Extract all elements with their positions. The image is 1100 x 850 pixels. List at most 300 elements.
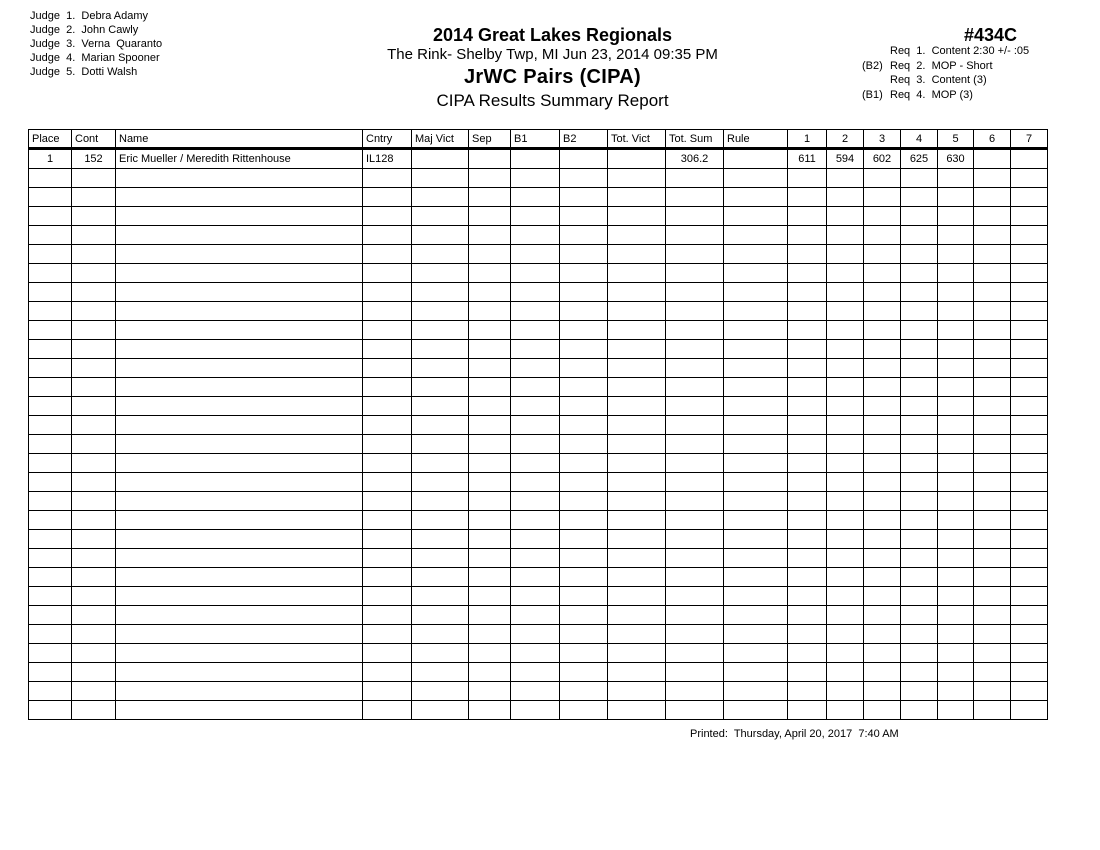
table-row-empty (29, 435, 1048, 454)
empty-cell (72, 302, 116, 321)
empty-cell (608, 568, 666, 587)
empty-cell (72, 530, 116, 549)
empty-cell (116, 169, 363, 188)
empty-cell (29, 701, 72, 720)
empty-cell (29, 416, 72, 435)
empty-cell (511, 321, 560, 340)
empty-cell (511, 511, 560, 530)
empty-cell (788, 340, 827, 359)
requirement-text: Req 3. Content (3) (890, 74, 987, 86)
empty-cell (827, 359, 864, 378)
empty-cell (788, 416, 827, 435)
table-row-empty (29, 302, 1048, 321)
empty-cell (724, 169, 788, 188)
empty-cell (788, 568, 827, 587)
empty-cell (666, 530, 724, 549)
empty-cell (412, 302, 469, 321)
empty-cell (560, 207, 608, 226)
empty-cell (1011, 340, 1048, 359)
empty-cell (363, 454, 412, 473)
cell-place: 1 (29, 149, 72, 169)
empty-cell (116, 644, 363, 663)
table-row-empty (29, 587, 1048, 606)
table-row-empty (29, 416, 1048, 435)
empty-cell (72, 245, 116, 264)
empty-cell (29, 625, 72, 644)
empty-cell (363, 701, 412, 720)
empty-cell (864, 283, 901, 302)
empty-cell (412, 473, 469, 492)
empty-cell (511, 473, 560, 492)
empty-cell (901, 302, 938, 321)
empty-cell (901, 701, 938, 720)
empty-cell (511, 302, 560, 321)
table-row-empty (29, 188, 1048, 207)
empty-cell (1011, 568, 1048, 587)
empty-cell (788, 321, 827, 340)
table-row-empty (29, 169, 1048, 188)
empty-cell (724, 416, 788, 435)
empty-cell (363, 530, 412, 549)
col-header-place: Place (29, 130, 72, 149)
empty-cell (938, 454, 974, 473)
empty-cell (724, 644, 788, 663)
empty-cell (901, 378, 938, 397)
empty-cell (901, 568, 938, 587)
judges-list (30, 9, 162, 79)
empty-cell (938, 549, 974, 568)
empty-cell (901, 264, 938, 283)
judge-label: Judge 3. (30, 38, 76, 50)
empty-cell (724, 568, 788, 587)
empty-cell (29, 492, 72, 511)
empty-cell (666, 663, 724, 682)
cell-sep (469, 149, 511, 169)
table-row-empty (29, 568, 1048, 587)
empty-cell (1011, 549, 1048, 568)
empty-cell (363, 378, 412, 397)
table-row-empty (29, 473, 1048, 492)
empty-cell (116, 682, 363, 701)
empty-cell (827, 169, 864, 188)
empty-cell (511, 530, 560, 549)
empty-cell (1011, 435, 1048, 454)
empty-cell (666, 492, 724, 511)
empty-cell (116, 549, 363, 568)
empty-cell (724, 397, 788, 416)
empty-cell (827, 492, 864, 511)
empty-cell (1011, 169, 1048, 188)
empty-cell (29, 264, 72, 283)
empty-cell (29, 378, 72, 397)
empty-cell (560, 321, 608, 340)
empty-cell (469, 530, 511, 549)
col-header-cont: Cont (72, 130, 116, 149)
judge-entry (30, 23, 162, 37)
empty-cell (827, 606, 864, 625)
table-row-empty (29, 511, 1048, 530)
empty-cell (469, 454, 511, 473)
empty-cell (560, 530, 608, 549)
empty-cell (72, 454, 116, 473)
empty-cell (469, 207, 511, 226)
empty-cell (864, 207, 901, 226)
empty-cell (72, 378, 116, 397)
empty-cell (827, 701, 864, 720)
empty-cell (666, 245, 724, 264)
empty-cell (864, 226, 901, 245)
empty-cell (116, 492, 363, 511)
empty-cell (788, 625, 827, 644)
empty-cell (363, 264, 412, 283)
empty-cell (469, 416, 511, 435)
empty-cell (901, 207, 938, 226)
empty-cell (974, 245, 1011, 264)
empty-cell (724, 511, 788, 530)
empty-cell (901, 283, 938, 302)
empty-cell (788, 245, 827, 264)
empty-cell (724, 302, 788, 321)
empty-cell (511, 245, 560, 264)
table-row-empty (29, 397, 1048, 416)
empty-cell (901, 511, 938, 530)
empty-cell (938, 492, 974, 511)
empty-cell (560, 644, 608, 663)
empty-cell (560, 340, 608, 359)
empty-cell (608, 530, 666, 549)
empty-cell (901, 188, 938, 207)
report-title: CIPA Results Summary Report (436, 91, 669, 110)
cell-b2 (560, 149, 608, 169)
empty-cell (608, 321, 666, 340)
results-table (28, 129, 1048, 720)
empty-cell (511, 701, 560, 720)
empty-cell (72, 416, 116, 435)
empty-cell (29, 340, 72, 359)
empty-cell (72, 169, 116, 188)
empty-cell (560, 378, 608, 397)
empty-cell (864, 606, 901, 625)
cell-tot-sum: 306.2 (666, 149, 724, 169)
empty-cell (511, 568, 560, 587)
requirement-text: Req 4. MOP (3) (890, 88, 973, 101)
empty-cell (363, 340, 412, 359)
empty-cell (116, 587, 363, 606)
empty-cell (974, 397, 1011, 416)
empty-cell (608, 169, 666, 188)
empty-cell (864, 492, 901, 511)
empty-cell (72, 188, 116, 207)
empty-cell (1011, 454, 1048, 473)
empty-cell (363, 169, 412, 188)
empty-cell (29, 397, 72, 416)
empty-cell (827, 587, 864, 606)
empty-cell (469, 435, 511, 454)
empty-cell (864, 530, 901, 549)
empty-cell (788, 492, 827, 511)
empty-cell (608, 492, 666, 511)
empty-cell (363, 416, 412, 435)
empty-cell (974, 625, 1011, 644)
empty-cell (608, 473, 666, 492)
empty-cell (608, 511, 666, 530)
empty-cell (363, 568, 412, 587)
table-row-empty (29, 625, 1048, 644)
empty-cell (469, 682, 511, 701)
event-code: #434C (964, 25, 1018, 45)
empty-cell (666, 321, 724, 340)
empty-cell (938, 359, 974, 378)
empty-cell (29, 283, 72, 302)
empty-cell (666, 416, 724, 435)
judge-entry (30, 9, 162, 23)
empty-cell (827, 397, 864, 416)
empty-cell (560, 283, 608, 302)
empty-cell (511, 549, 560, 568)
table-row-empty (29, 207, 1048, 226)
empty-cell (724, 492, 788, 511)
empty-cell (29, 644, 72, 663)
empty-cell (412, 511, 469, 530)
empty-cell (412, 587, 469, 606)
empty-cell (938, 606, 974, 625)
empty-cell (724, 606, 788, 625)
empty-cell (666, 511, 724, 530)
empty-cell (724, 682, 788, 701)
empty-cell (974, 568, 1011, 587)
cell-cntry: IL128 (363, 149, 412, 169)
empty-cell (974, 682, 1011, 701)
empty-cell (412, 378, 469, 397)
col-header-judge-3: 3 (864, 130, 901, 149)
empty-cell (560, 473, 608, 492)
empty-cell (974, 492, 1011, 511)
empty-cell (827, 644, 864, 663)
empty-cell (412, 549, 469, 568)
empty-cell (827, 625, 864, 644)
empty-cell (788, 226, 827, 245)
judge-name: Dotti Walsh (81, 66, 138, 78)
empty-cell (938, 530, 974, 549)
empty-cell (560, 663, 608, 682)
requirement-prefix: (B2) (862, 59, 883, 72)
table-row-empty (29, 340, 1048, 359)
empty-cell (974, 264, 1011, 283)
judge-name: Debra Adamy (81, 10, 149, 22)
empty-cell (901, 682, 938, 701)
requirement-prefix (862, 73, 890, 88)
empty-cell (1011, 397, 1048, 416)
empty-cell (116, 283, 363, 302)
empty-cell (511, 188, 560, 207)
venue-datetime: The Rink- Shelby Twp, MI Jun 23, 2014 09:35 PM (387, 46, 718, 63)
cell-name: Eric Mueller / Meredith Rittenhouse (116, 149, 363, 169)
empty-cell (666, 568, 724, 587)
empty-cell (469, 397, 511, 416)
empty-cell (901, 321, 938, 340)
empty-cell (788, 549, 827, 568)
empty-cell (1011, 606, 1048, 625)
empty-cell (72, 435, 116, 454)
empty-cell (29, 454, 72, 473)
empty-cell (29, 568, 72, 587)
empty-cell (864, 644, 901, 663)
empty-cell (560, 188, 608, 207)
empty-cell (724, 701, 788, 720)
empty-cell (724, 625, 788, 644)
empty-cell (827, 188, 864, 207)
cell-judge-7 (1011, 149, 1048, 169)
empty-cell (511, 264, 560, 283)
empty-cell (363, 625, 412, 644)
empty-cell (72, 359, 116, 378)
empty-cell (412, 644, 469, 663)
empty-cell (1011, 188, 1048, 207)
empty-cell (511, 169, 560, 188)
empty-cell (1011, 283, 1048, 302)
empty-cell (666, 682, 724, 701)
empty-cell (827, 340, 864, 359)
empty-cell (724, 435, 788, 454)
table-row-empty (29, 530, 1048, 549)
empty-cell (72, 663, 116, 682)
empty-cell (788, 663, 827, 682)
empty-cell (938, 169, 974, 188)
empty-cell (72, 473, 116, 492)
empty-cell (511, 644, 560, 663)
empty-cell (608, 682, 666, 701)
judge-entry (30, 37, 162, 51)
empty-cell (827, 473, 864, 492)
empty-cell (827, 207, 864, 226)
empty-cell (974, 511, 1011, 530)
empty-cell (666, 302, 724, 321)
empty-cell (72, 625, 116, 644)
empty-cell (974, 644, 1011, 663)
empty-cell (469, 625, 511, 644)
empty-cell (724, 245, 788, 264)
empty-cell (560, 454, 608, 473)
empty-cell (974, 283, 1011, 302)
empty-cell (864, 169, 901, 188)
empty-cell (29, 435, 72, 454)
empty-cell (469, 264, 511, 283)
empty-cell (938, 473, 974, 492)
empty-cell (608, 435, 666, 454)
empty-cell (469, 378, 511, 397)
empty-cell (788, 359, 827, 378)
empty-cell (363, 587, 412, 606)
empty-cell (72, 321, 116, 340)
empty-cell (72, 606, 116, 625)
empty-cell (901, 663, 938, 682)
empty-cell (938, 378, 974, 397)
empty-cell (974, 530, 1011, 549)
empty-cell (469, 188, 511, 207)
col-header-judge-6: 6 (974, 130, 1011, 149)
empty-cell (29, 549, 72, 568)
empty-cell (724, 587, 788, 606)
empty-cell (511, 283, 560, 302)
empty-cell (29, 207, 72, 226)
empty-cell (469, 644, 511, 663)
empty-cell (469, 473, 511, 492)
empty-cell (608, 644, 666, 663)
requirements-list (862, 44, 1029, 102)
empty-cell (666, 549, 724, 568)
empty-cell (827, 283, 864, 302)
requirement-text: Req 2. MOP - Short (890, 59, 993, 72)
empty-cell (608, 378, 666, 397)
empty-cell (29, 169, 72, 188)
empty-cell (116, 530, 363, 549)
empty-cell (666, 701, 724, 720)
judge-entry (30, 65, 162, 79)
table-row-empty (29, 682, 1048, 701)
requirement-entry (862, 73, 1029, 88)
empty-cell (29, 606, 72, 625)
empty-cell (864, 397, 901, 416)
table-row-empty (29, 283, 1048, 302)
empty-cell (788, 283, 827, 302)
empty-cell (469, 302, 511, 321)
empty-cell (788, 473, 827, 492)
empty-cell (363, 549, 412, 568)
empty-cell (724, 188, 788, 207)
empty-cell (1011, 245, 1048, 264)
empty-cell (827, 454, 864, 473)
empty-cell (469, 701, 511, 720)
empty-cell (1011, 663, 1048, 682)
empty-cell (469, 340, 511, 359)
empty-cell (1011, 511, 1048, 530)
empty-cell (666, 625, 724, 644)
empty-cell (938, 283, 974, 302)
cell-judge-6 (974, 149, 1011, 169)
empty-cell (974, 549, 1011, 568)
col-header-b1: B1 (511, 130, 560, 149)
empty-cell (511, 340, 560, 359)
requirement-entry (862, 88, 1029, 103)
empty-cell (1011, 207, 1048, 226)
empty-cell (116, 416, 363, 435)
judge-label: Judge 2. (30, 24, 76, 36)
table-row (29, 149, 1048, 169)
empty-cell (363, 606, 412, 625)
empty-cell (29, 302, 72, 321)
empty-cell (974, 663, 1011, 682)
table-row-empty (29, 245, 1048, 264)
empty-cell (788, 207, 827, 226)
empty-cell (412, 492, 469, 511)
cell-b1 (511, 149, 560, 169)
empty-cell (116, 378, 363, 397)
empty-cell (724, 378, 788, 397)
empty-cell (72, 340, 116, 359)
empty-cell (666, 169, 724, 188)
col-header-maj-vict: Maj Vict (412, 130, 469, 149)
empty-cell (901, 169, 938, 188)
table-row-empty (29, 378, 1048, 397)
empty-cell (412, 188, 469, 207)
empty-cell (72, 511, 116, 530)
empty-cell (901, 416, 938, 435)
empty-cell (560, 587, 608, 606)
empty-cell (608, 701, 666, 720)
empty-cell (469, 511, 511, 530)
empty-cell (974, 701, 1011, 720)
empty-cell (469, 169, 511, 188)
